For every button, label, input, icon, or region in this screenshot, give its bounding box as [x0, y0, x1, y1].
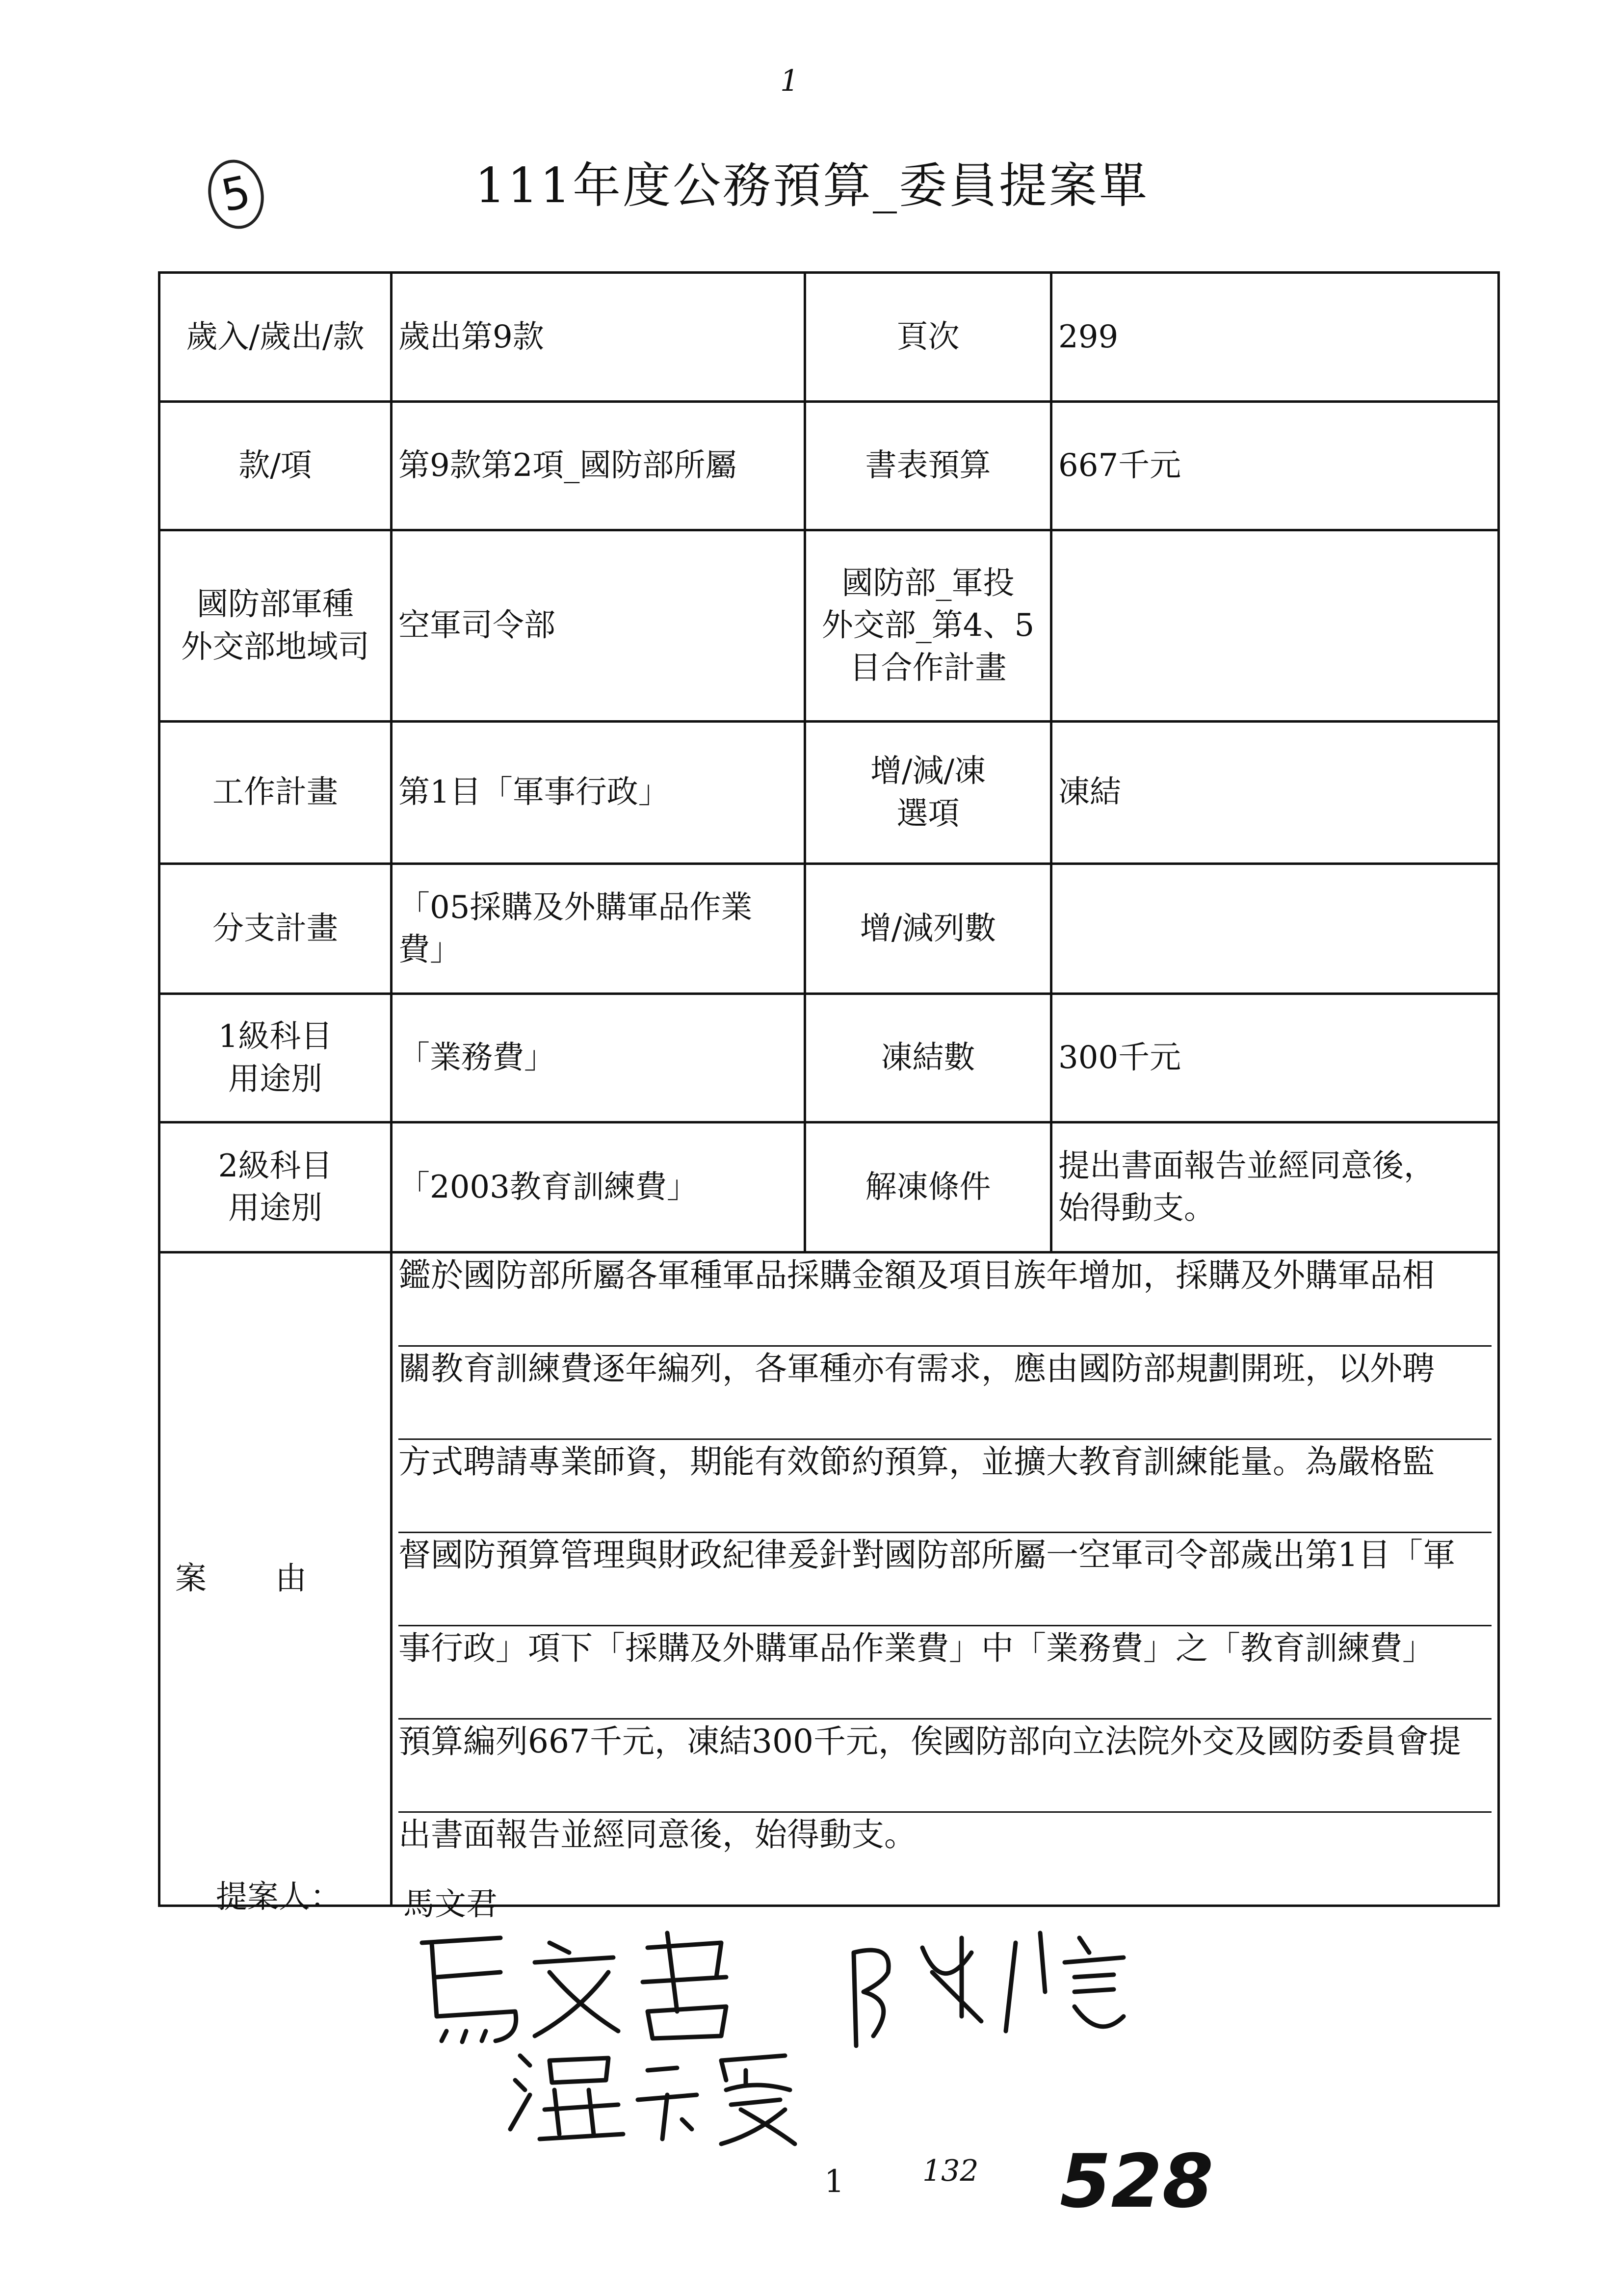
value-unfreeze-condition-line2: 始得動支。 — [1058, 1190, 1215, 1226]
value-program — [1051, 530, 1499, 722]
reason-body — [392, 1252, 1499, 1906]
label-option-line1: 增/減/凍 — [870, 753, 986, 790]
label-program — [805, 530, 1051, 722]
label-branch-plan: 分支計畫 — [159, 864, 392, 994]
value-work-plan: 第1目「軍事行政」 — [392, 722, 805, 864]
label-adjust-amount: 增/減列數 — [805, 864, 1051, 994]
form-row-work-plan — [159, 722, 1499, 864]
label-option — [805, 722, 1051, 864]
circled-number-mark: 5 — [202, 155, 270, 234]
label-level2 — [159, 1122, 392, 1252]
reason-line: 事行政」項下「採購及外購軍品作業費」中「業務費」之「教育訓練費」 — [398, 1626, 1492, 1720]
reason-line: 預算編列667千元，凍結300千元，俟國防部向立法院外交及國防委員會提 — [398, 1720, 1492, 1813]
value-page: 299 — [1051, 273, 1499, 402]
form-row-unit — [159, 530, 1499, 722]
value-level2: 「2003教育訓練費」 — [392, 1122, 805, 1252]
label-unit-line1: 國防部軍種 — [197, 586, 354, 623]
label-level1 — [159, 994, 392, 1122]
label-unit-line2: 外交部地域司 — [181, 628, 369, 665]
reason-line: 關教育訓練費逐年編列，各軍種亦有需求，應由國防部規劃開班，以外聘 — [398, 1347, 1492, 1440]
signature-wen-yu-hsia — [510, 2056, 795, 2144]
handwritten-signatures — [402, 1923, 1236, 2149]
value-branch-plan-line1: 「05採購及外購軍品作業 — [398, 889, 753, 926]
page-number: 1 — [824, 2164, 844, 2200]
reason-line: 督國防預算管理與財政紀律爰針對國防部所屬一空軍司令部歲出第1目「軍 — [398, 1533, 1492, 1626]
label-level1-line2: 用途別 — [228, 1061, 322, 1097]
proposal-form-table — [158, 271, 1500, 1907]
value-branch-plan — [392, 864, 805, 994]
page-title: 111年度公務預算_委員提案單 — [474, 158, 1150, 214]
signature-chen-yi-hsin — [854, 1933, 1124, 2046]
value-level1: 「業務費」 — [392, 994, 805, 1122]
label-item: 款/項 — [159, 402, 392, 530]
label-frozen-amount: 凍結數 — [805, 994, 1051, 1122]
label-program-line3: 目合作計畫 — [849, 650, 1007, 686]
form-row-level1 — [159, 994, 1499, 1122]
label-program-line2: 外交部_第4、5 — [821, 607, 1035, 644]
value-unfreeze-condition-line1: 提出書面報告並經同意後， — [1058, 1148, 1435, 1184]
handwritten-page-number: 132 — [922, 2154, 979, 2188]
proposer-label: 提案人： — [216, 1879, 341, 1915]
form-row-section — [159, 273, 1499, 402]
label-page: 頁次 — [805, 273, 1051, 402]
value-section: 歲出第9款 — [392, 273, 805, 402]
value-unit: 空軍司令部 — [392, 530, 805, 722]
value-budget: 667千元 — [1051, 402, 1499, 530]
label-level2-line2: 用途別 — [228, 1190, 322, 1226]
label-option-line2: 選項 — [896, 795, 960, 832]
form-row-level2 — [159, 1122, 1499, 1252]
form-row-item — [159, 402, 1499, 530]
form-row-reason — [159, 1252, 1499, 1906]
handwritten-stamp-number: 528 — [1060, 2139, 1214, 2224]
proposer-name: 馬文君 — [403, 1886, 498, 1923]
label-budget: 書表預算 — [805, 402, 1051, 530]
value-item: 第9款第2項_國防部所屬 — [392, 402, 805, 530]
label-reason: 案由 — [159, 1252, 392, 1906]
value-adjust-amount — [1051, 864, 1499, 994]
value-unfreeze-condition — [1051, 1122, 1499, 1252]
label-unfreeze-condition: 解凍條件 — [805, 1122, 1051, 1252]
reason-line: 出書面報告並經同意後，始得動支。 — [398, 1816, 917, 1853]
label-work-plan: 工作計畫 — [159, 722, 392, 864]
label-unit — [159, 530, 392, 722]
value-option: 凍結 — [1051, 722, 1499, 864]
label-level1-line1: 1級科目 — [218, 1018, 333, 1055]
value-branch-plan-line2: 費」 — [398, 932, 461, 968]
label-program-line1: 國防部_軍投 — [841, 565, 1015, 601]
page-mark: 1 — [780, 64, 799, 98]
signature-ma-wen-jun — [422, 1933, 726, 2042]
reason-line: 方式聘請專業師資，期能有效節約預算，並擴大教育訓練能量。為嚴格監 — [398, 1440, 1492, 1533]
label-section: 歲入/歲出/款 — [159, 273, 392, 402]
reason-line: 鑑於國防部所屬各軍種軍品採購金額及項目族年增加，採購及外購軍品相 — [398, 1253, 1492, 1347]
label-level2-line1: 2級科目 — [218, 1148, 333, 1184]
value-frozen-amount: 300千元 — [1051, 994, 1499, 1122]
form-row-branch-plan — [159, 864, 1499, 994]
